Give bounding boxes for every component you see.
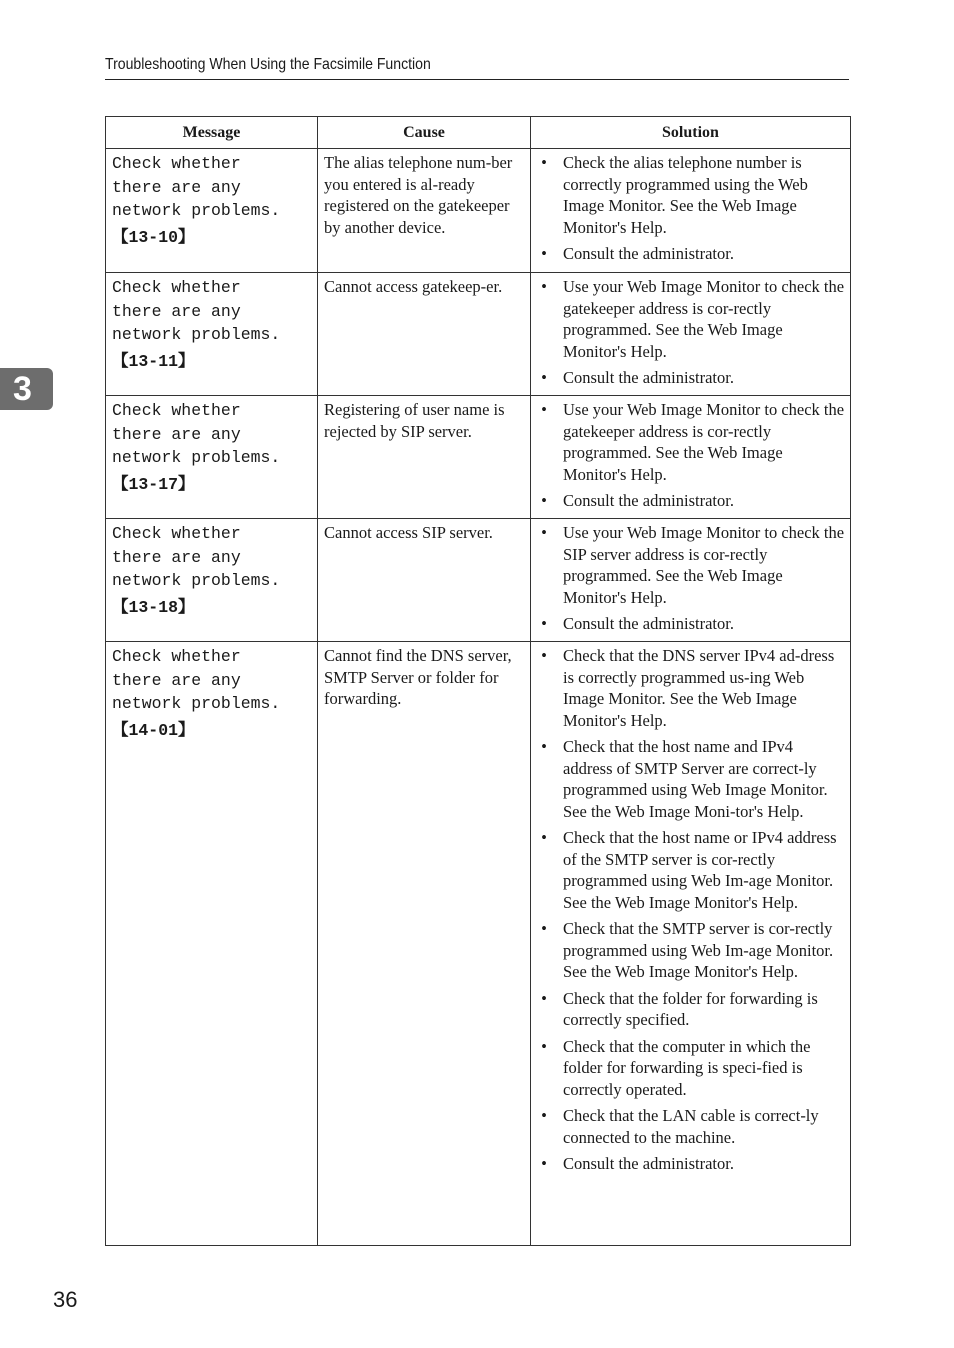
table-row: [106, 273, 851, 396]
solution-item: [537, 1036, 846, 1101]
solution-text: Check that the LAN cable is correct-ly connected to the machine.: [563, 1106, 819, 1147]
solution-item: [537, 736, 846, 822]
message-cell: [106, 273, 318, 396]
solution-text: Check that the folder for forwarding is correctly specified.: [563, 988, 818, 1029]
running-header: Troubleshooting When Using the Facsimile Function: [105, 56, 431, 73]
message-text: Check whether there are any network problems.: [112, 647, 281, 713]
bullet-icon: •: [541, 368, 547, 387]
solution-text: Check that the SMTP server is cor-rectly programmed using Web Im-age Monitor. See the Web Image Monitor's Help.: [563, 919, 834, 981]
solution-item: [537, 988, 846, 1031]
solution-list: [537, 276, 846, 389]
solution-text: Check that the host name or IPv4 address of the SMTP server is cor-rectly programmed using Web Im-age Monitor. See the Web Image Monitor's Help.: [563, 828, 837, 912]
solution-item: [537, 613, 846, 635]
bullet-icon: •: [541, 153, 547, 172]
troubleshooting-table: [105, 116, 851, 1246]
solution-item: [537, 399, 846, 485]
solution-item: [537, 276, 846, 362]
bullet-icon: •: [541, 737, 547, 756]
column-header-message: Message: [106, 117, 318, 149]
bullet-icon: •: [541, 646, 547, 665]
solution-cell: [531, 273, 851, 396]
message-cell: [106, 149, 318, 273]
solution-text: Check that the computer in which the folder for forwarding is speci-fied is correctly operated.: [563, 1036, 811, 1099]
bullet-icon: •: [541, 523, 547, 542]
bullet-icon: •: [541, 400, 547, 419]
solution-item: [537, 918, 846, 983]
solution-item: [537, 522, 846, 608]
solution-list: [537, 522, 846, 635]
error-code: 【14-01】: [112, 720, 195, 740]
bullet-icon: •: [541, 277, 547, 296]
solution-item: [537, 645, 846, 731]
bullet-icon: •: [541, 244, 547, 263]
message-text: Check whether there are any network problems.: [112, 278, 281, 344]
message-text: Check whether there are any network problems.: [112, 524, 281, 590]
solution-item: [537, 1105, 846, 1148]
solution-text: Consult the administrator.: [563, 491, 734, 510]
bullet-icon: •: [541, 1036, 547, 1056]
message-text: Check whether there are any network problems.: [112, 154, 281, 220]
chapter-tab: 3: [0, 368, 53, 410]
solution-cell: [531, 149, 851, 273]
solution-item: [537, 827, 846, 913]
error-code: 【13-18】: [112, 597, 195, 617]
column-header-cause: Cause: [318, 117, 531, 149]
message-cell: [106, 396, 318, 519]
solution-text: Consult the administrator.: [563, 368, 734, 387]
table-row: [106, 149, 851, 273]
header-rule: [105, 79, 849, 80]
solution-list: [537, 152, 846, 265]
solution-text: Use your Web Image Monitor to check the gatekeeper address is cor-rectly programmed. See the Web Image Monitor's Help.: [563, 400, 845, 484]
solution-text: Check that the DNS server IPv4 ad-dress is correctly programmed us-ing Web Image Monitor. See the Web Image Monitor's Help.: [563, 646, 835, 730]
solution-cell: [531, 642, 851, 1246]
cause-cell: The alias telephone num-ber you entered is al-ready registered on the gatekeeper by another device.: [318, 149, 531, 273]
cause-cell: Cannot access SIP server.: [318, 519, 531, 642]
message-text: Check whether there are any network problems.: [112, 401, 281, 467]
solution-item: [537, 1153, 846, 1175]
error-code: 【13-10】: [112, 227, 195, 247]
solution-list: [537, 645, 846, 1175]
error-code: 【13-17】: [112, 474, 195, 494]
solution-item: [537, 243, 846, 265]
column-header-solution: Solution: [531, 117, 851, 149]
bullet-icon: •: [541, 614, 547, 633]
bullet-icon: •: [541, 1154, 547, 1173]
bullet-icon: •: [541, 491, 547, 510]
solution-text: Check the alias telephone number is correctly programmed using the Web Image Monitor. See the Web Image Monitor's Help.: [563, 153, 808, 237]
solution-text: Consult the administrator.: [563, 614, 734, 633]
solution-text: Consult the administrator.: [563, 1154, 734, 1173]
solution-cell: [531, 519, 851, 642]
table-row: [106, 642, 851, 1246]
page-number: 36: [53, 1287, 78, 1312]
solution-item: [537, 367, 846, 389]
solution-text: Use your Web Image Monitor to check the SIP server address is cor-rectly programmed. See the Web Image Monitor's Help.: [563, 523, 845, 607]
table-row: [106, 396, 851, 519]
solution-cell: [531, 396, 851, 519]
cause-cell: Cannot find the DNS server, SMTP Server or folder for forwarding.: [318, 642, 531, 1246]
table-header-row: [106, 117, 851, 149]
cause-cell: Cannot access gatekeep-er.: [318, 273, 531, 396]
cause-cell: Registering of user name is rejected by SIP server.: [318, 396, 531, 519]
bullet-icon: •: [541, 919, 547, 938]
solution-item: [537, 152, 846, 238]
bullet-icon: •: [541, 988, 547, 1008]
message-cell: [106, 519, 318, 642]
solution-text: Check that the host name and IPv4 address of SMTP Server are correct-ly programmed using Web Image Monitor. See the Web Image Moni-tor's Help.: [563, 737, 828, 821]
error-code: 【13-11】: [112, 351, 195, 371]
solution-item: [537, 490, 846, 512]
bullet-icon: •: [541, 828, 547, 847]
message-cell: [106, 642, 318, 1246]
bullet-icon: •: [541, 1106, 547, 1125]
solution-text: Consult the administrator.: [563, 244, 734, 263]
solution-text: Use your Web Image Monitor to check the gatekeeper address is cor-rectly programmed. See the Web Image Monitor's Help.: [563, 277, 845, 361]
solution-list: [537, 399, 846, 512]
table-row: [106, 519, 851, 642]
